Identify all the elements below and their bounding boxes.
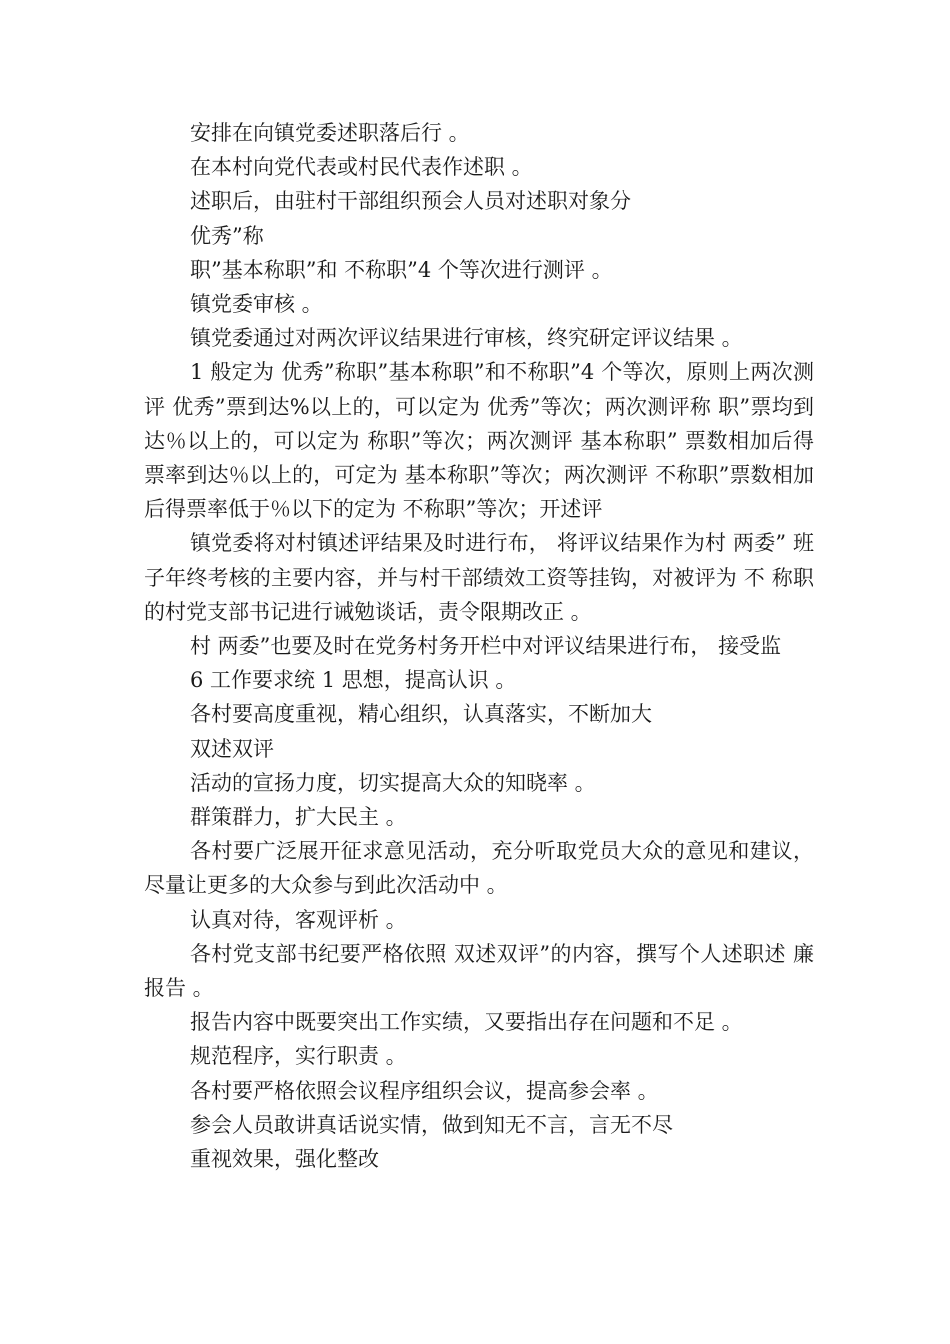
paragraph: 优秀”称 — [190, 223, 264, 248]
document-body — [144, 116, 814, 1176]
paragraph: 各村党支部书纪要严格依照 双述双评”的内容，撰写个人述职述 廉报告 。 — [144, 941, 814, 1001]
paragraph: 各村要广泛展开征求意见活动，充分听取党员大众的意见和建议，尽量让更多的大众参与到此次活动中 。 — [144, 839, 814, 898]
paragraph: 重视效果，强化整改 — [190, 1147, 379, 1172]
paragraph: 镇党委通过对两次评议结果进行审核，终究研定评议结果 。 — [190, 326, 743, 351]
paragraph: 各村要严格依照会议程序组织会议，提高参会率 。 — [190, 1078, 659, 1103]
paragraph: 双述双评 — [190, 736, 274, 761]
paragraph: 述职后，由驻村干部组织预会人员对述职对象分 — [190, 189, 631, 214]
paragraph: 参会人员敢讲真话说实情，做到知无不言，言无不尽 — [190, 1112, 673, 1137]
paragraph: 1 般定为 优秀”称职”基本称职”和不称职”4 个等次，原则上两次测评 优秀”票到达%以上的，可以定为 优秀”等次；两次测评称 职”票均到达％以上的，可以定为 称职”等次；两次测评 基本称职” 票数相加后得票率到达％以上的，可定为 基本称职”等次；两次测评 不称职”票数相加后得票率低于％以下的定为 不称职”等次；开述评 — [144, 360, 814, 522]
paragraph: 职”基本称职”和 不称职”4 个等次进行测评 。 — [190, 257, 613, 282]
paragraph: 镇党委将对村镇述评结果及时进行布， 将评议结果作为村 两委” 班子年终考核的主要内容，并与村干部绩效工资等挂钩，对被评为 不 称职 的村党支部书记进行诫勉谈话，责令限期改正 。 — [144, 531, 814, 624]
paragraph: 活动的宣扬力度，切实提高大众的知晓率 。 — [190, 770, 596, 795]
paragraph: 各村要高度重视，精心组织，认真落实，不断加大 — [190, 702, 652, 727]
paragraph: 认真对待，客观评析 。 — [190, 907, 407, 932]
paragraph: 在本村向党代表或村民代表作述职 。 — [190, 155, 533, 180]
paragraph: 报告内容中既要突出工作实绩，又要指出存在问题和不足 。 — [190, 1010, 743, 1035]
paragraph: 群策群力，扩大民主 。 — [190, 805, 407, 830]
paragraph: 镇党委审核 。 — [190, 292, 323, 317]
paragraph: 规范程序，实行职责 。 — [190, 1044, 407, 1069]
paragraph: 安排在向镇党委述职落后行 。 — [190, 121, 470, 145]
paragraph: 村 两委”也要及时在党务村务开栏中对评议结果进行布， 接受监 — [190, 634, 782, 659]
paragraph: 6 工作要求统 1 思想，提高认识 。 — [190, 668, 517, 693]
